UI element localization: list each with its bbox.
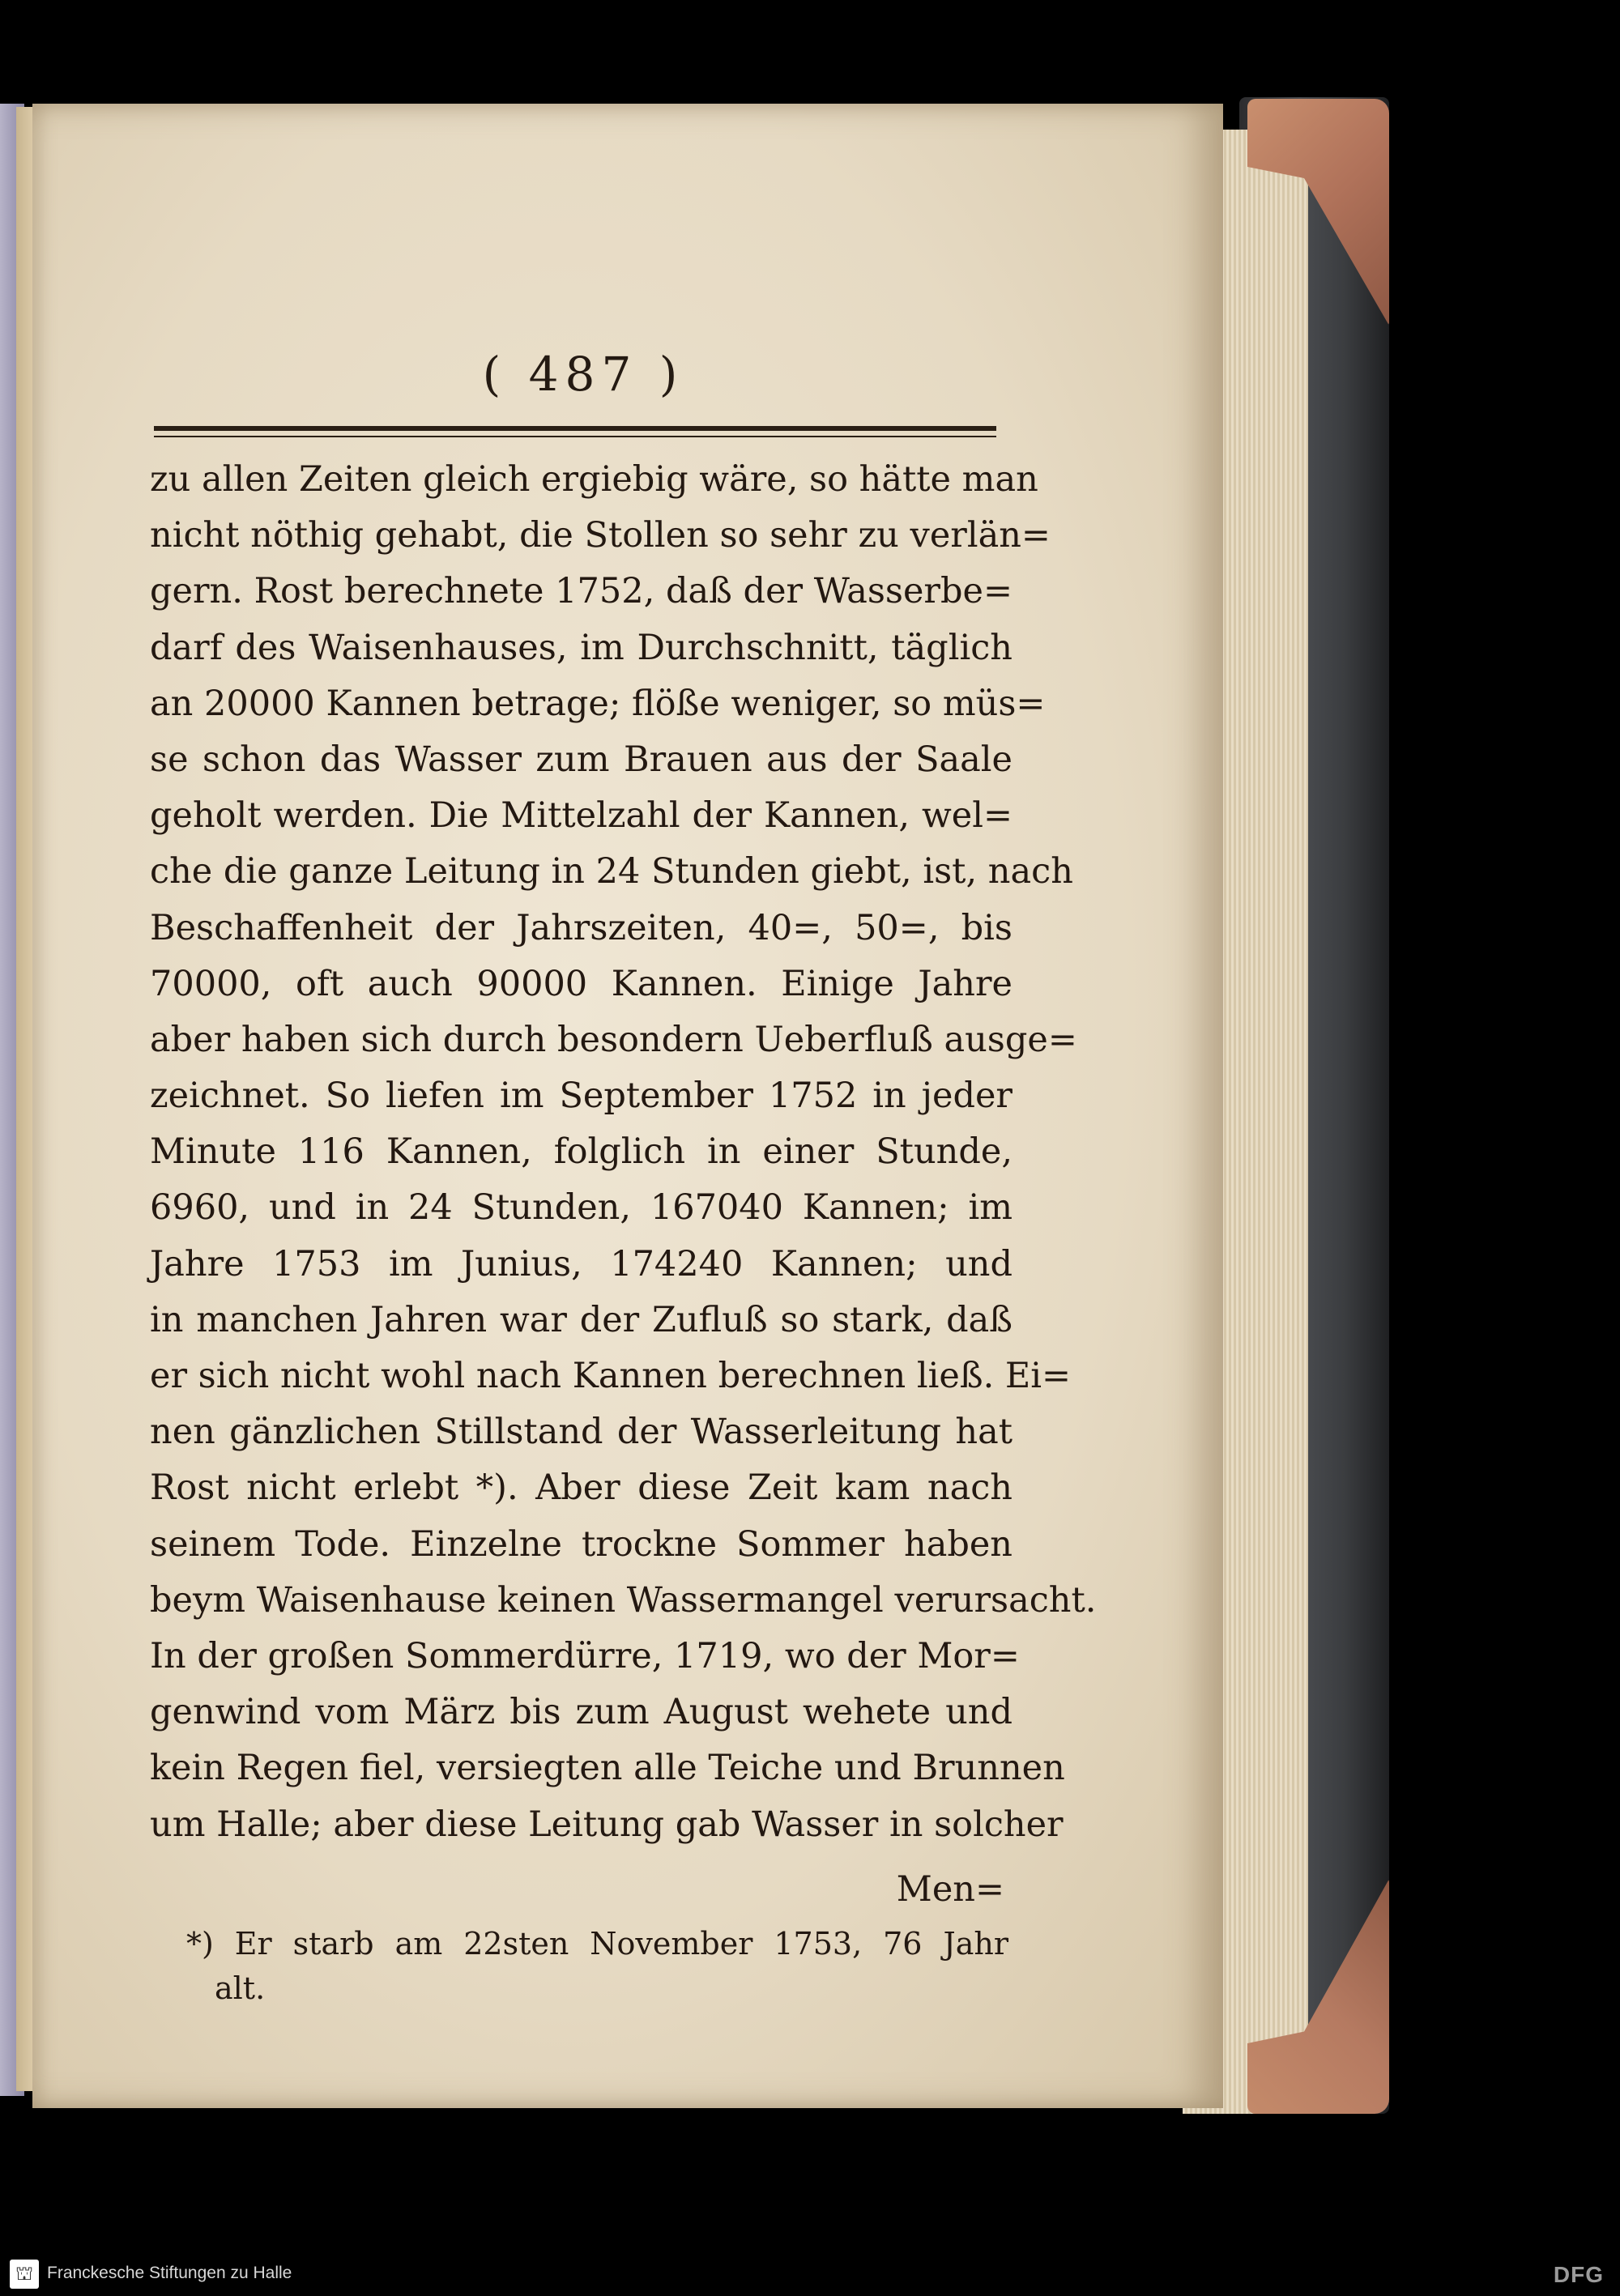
text-line: che die ganze Leitung in 24 Stunden giebt, ist, nach [150,851,1073,892]
footnote-line: *) Er starb am 22sten November 1753, 76 Jahr [186,1926,1008,1962]
text-line: aber haben sich durch besondern Ueberfluß ausge= [150,1019,1077,1060]
text-line: Jahre 1753 im Junius, 174240 Kannen; und [150,1243,1013,1284]
page-number: ( 487 ) [482,347,684,402]
text-line: zeichnet. So liefen im September 1752 in jeder [150,1076,1013,1117]
body-text [150,452,1097,1853]
header-rule [154,426,996,431]
text-line: seinem Tode. Einzelne trockne Sommer haben [150,1523,1013,1565]
text-line: se schon das Wasser zum Brauen aus der Saale [150,739,1013,780]
text-line: In der großen Sommerdürre, 1719, wo der Mor= [150,1635,1020,1676]
catchword: Men= [896,1869,1004,1910]
text-line: nicht nöthig gehabt, die Stollen so sehr zu verlän= [150,515,1051,556]
text-line: 6960, und in 24 Stunden, 167040 Kannen; im [150,1187,1013,1229]
text-line: nen gänzlichen Stillstand der Wasserleitung hat [150,1412,1013,1453]
text-line: 70000, oft auch 90000 Kannen. Einige Jahre [150,963,1013,1004]
footnote [158,1922,1008,2011]
text-line: an 20000 Kannen betrage; flöße weniger, so müs= [150,683,1046,724]
text-line: geholt werden. Die Mittelzahl der Kannen, wel= [150,795,1013,837]
book-page [32,104,1223,2108]
text-line: er sich nicht wohl nach Kannen berechnen ließ. Ei= [150,1356,1072,1396]
footnote-line: alt. [215,1970,266,2006]
text-line: kein Regen fiel, versiegten alle Teiche und Brunnen [150,1748,1065,1789]
footer-institution: Franckesche Stiftungen zu Halle [47,2264,292,2282]
header-rule-thin [154,436,996,437]
text-line: beym Waisenhause keinen Wassermangel verursacht. [150,1579,1097,1621]
text-line: Rost nicht erlebt *). Aber diese Zeit kam nach [150,1467,1013,1509]
text-line: darf des Waisenhauses, im Durchschnitt, täglich [150,627,1013,668]
text-line: Minute 116 Kannen, folglich in einer Stunde, [150,1131,1013,1173]
text-line: gern. Rost berechnete 1752, daß der Wasserbe= [150,571,1013,612]
franckesche-stiftungen-logo-icon: ⛫ [10,2260,39,2289]
text-line: in manchen Jahren war der Zufluß so stark, daß [150,1299,1013,1340]
dfg-logo: DFG [1553,2262,1604,2287]
text-line: genwind vom März bis zum August wehete und [150,1692,1013,1733]
text-line: Beschaffenheit der Jahrszeiten, 40=, 50=, bis [150,907,1013,948]
text-line: zu allen Zeiten gleich ergiebig wäre, so hätte man [150,459,1038,500]
text-line: um Halle; aber diese Leitung gab Wasser in solcher [150,1804,1064,1845]
